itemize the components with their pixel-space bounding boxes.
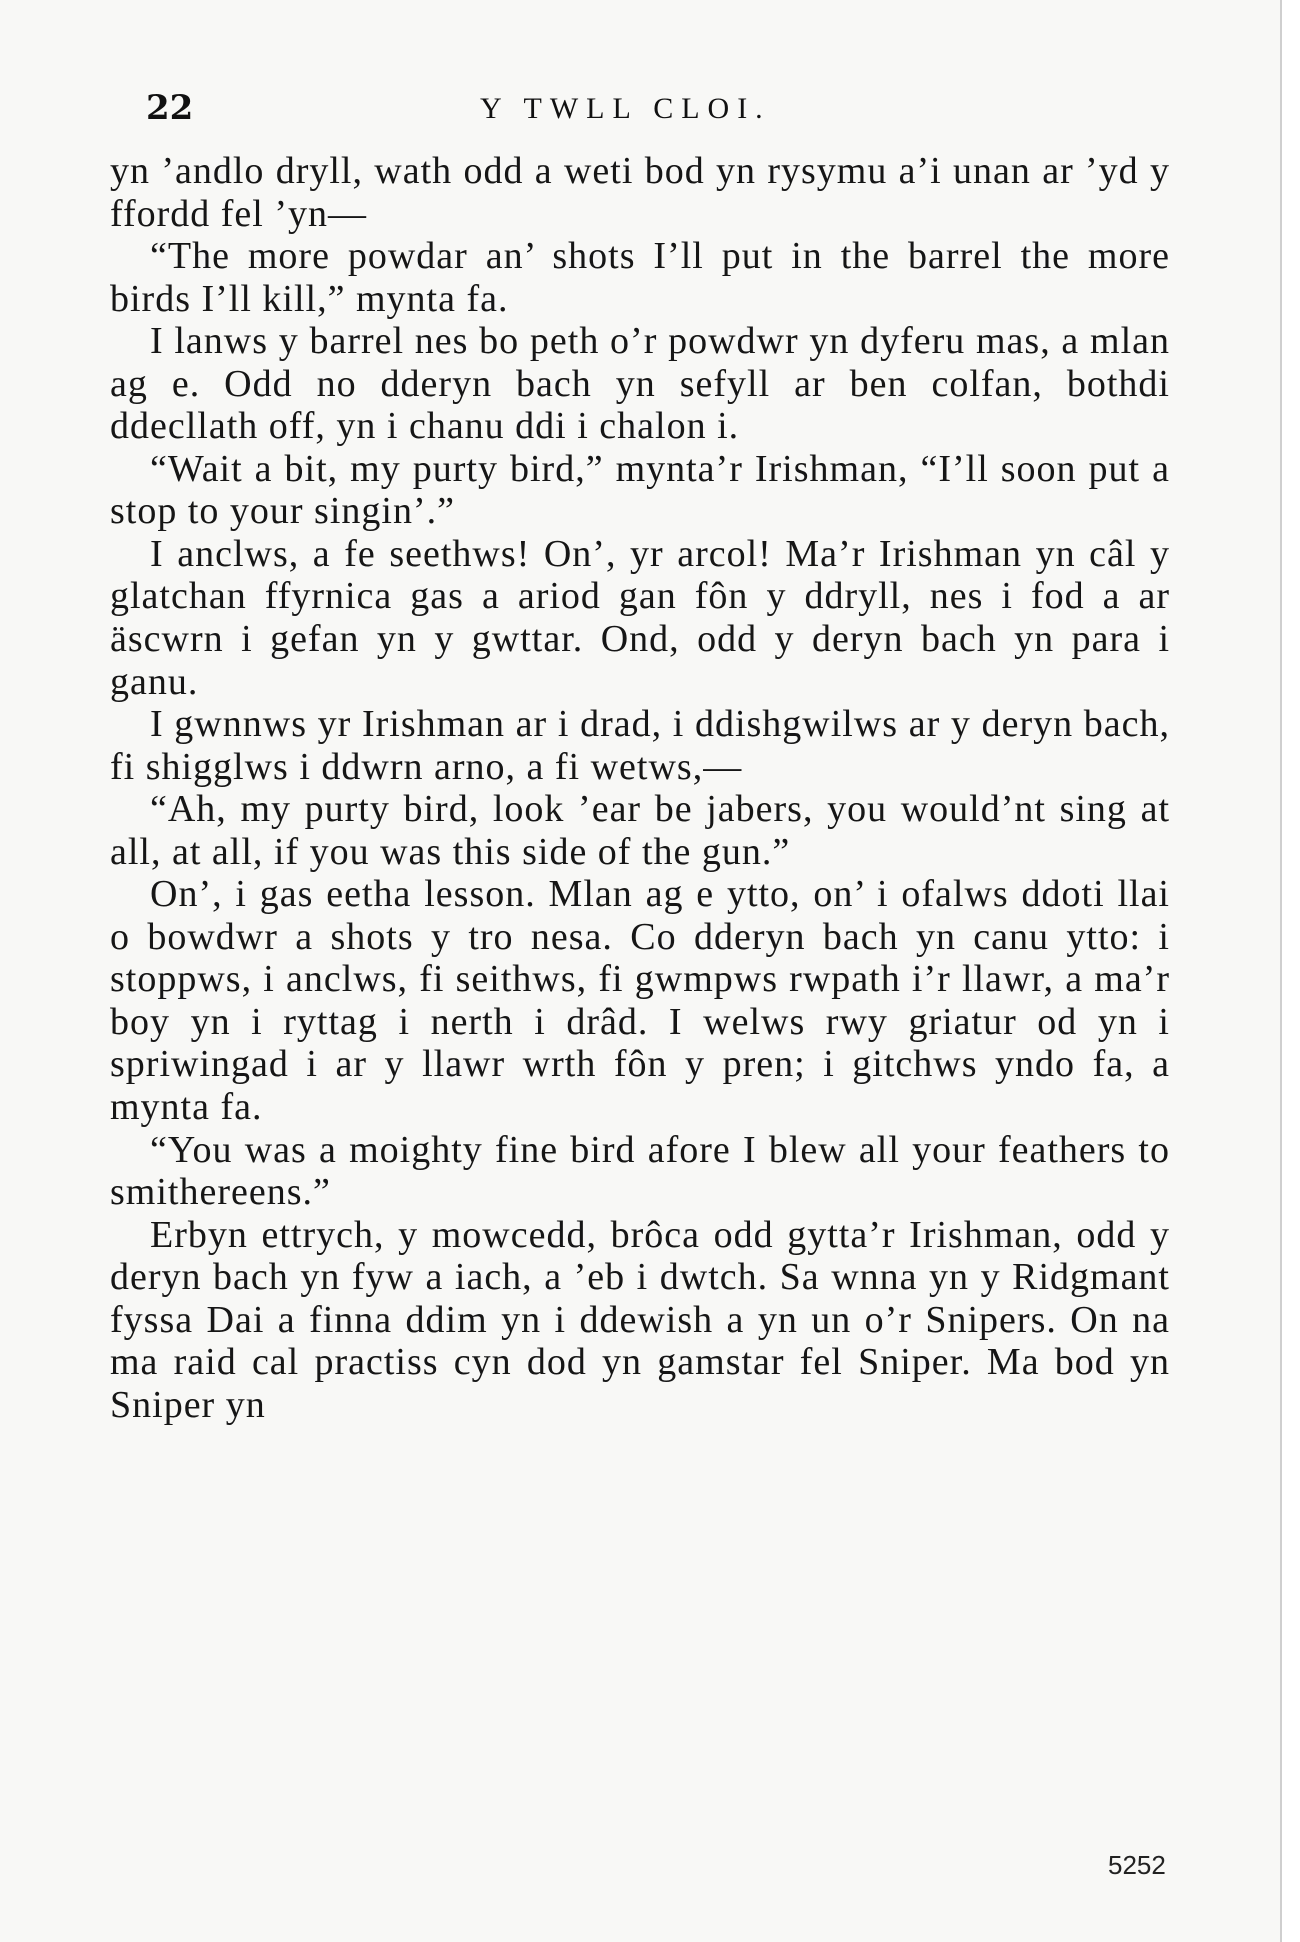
body-text — [110, 150, 1170, 1426]
running-title: Y TWLL CLOI. — [480, 92, 771, 125]
paragraph-5: I anclws, a fe seethws! On’, yr arcol! Ma’r Irishman yn câl y glatchan ffyrnica gas a ariod gan fôn y ddryll, nes i fod a ar äscwrn i gefan yn y gwttar. Ond, odd y deryn bach yn para i ganu. — [110, 532, 1170, 703]
page-number: 22 — [146, 88, 194, 128]
scan-number: 5252 — [1108, 1850, 1166, 1880]
paragraph-7: “Ah, my purty bird, look ’ear be jabers, you would’nt sing at all, at all, if you was this side of the gun.” — [110, 788, 1170, 873]
paragraph-10: Erbyn ettrych, y mowcedd, brôca odd gytta’r Irishman, odd y deryn bach yn fyw a iach, a ’eb i dwtch. Sa wnna yn y Ridgmant fyssa Dai a finna ddim yn i ddewish a yn un o’r Snipers. On na ma raid cal practiss cyn dod yn gamstar fel Sniper. Ma bod yn Sniper yn — [110, 1213, 1170, 1426]
page-header — [140, 88, 1200, 128]
paragraph-1: yn ’andlo dryll, wath odd a weti bod yn rysymu a’i unan ar ’yd y ffordd fel ’yn— — [110, 150, 1170, 235]
paragraph-8: On’, i gas eetha lesson. Mlan ag e ytto, on’ i ofalws ddoti llai o bowdwr a shots y tro nesa. Co dderyn bach yn canu ytto: i stoppws, i anclws, fi seithws, fi gwmpws rwpath i’r llawr, a ma’r boy yn i ryttag i nerth i drâd. I welws rwy griatur od yn i spriwingad i ar y llawr wrth fôn y pren; i gitchws yndo fa, a mynta fa. — [110, 873, 1170, 1129]
paragraph-2: “The more powdar an’ shots I’ll put in the barrel the more birds I’ll kill,” mynta fa. — [110, 235, 1170, 320]
paragraph-9: “You was a moighty fine bird afore I blew all your feathers to smithereens.” — [110, 1128, 1170, 1214]
page-edge — [1280, 0, 1300, 1942]
paragraph-4: “Wait a bit, my purty bird,” mynta’r Irishman, “I’ll soon put a stop to your singin’.” — [110, 447, 1170, 533]
paragraph-6: I gwnnws yr Irishman ar i drad, i ddishgwilws ar y deryn bach, fi shigglws i ddwrn arno, a fi wetws,— — [110, 703, 1170, 788]
paragraph-3: I lanws y barrel nes bo peth o’r powdwr yn dyferu mas, a mlan ag e. Odd no dderyn bach yn sefyll ar ben colfan, bothdi ddecllath off, yn i chanu ddi i chalon i. — [110, 320, 1170, 448]
